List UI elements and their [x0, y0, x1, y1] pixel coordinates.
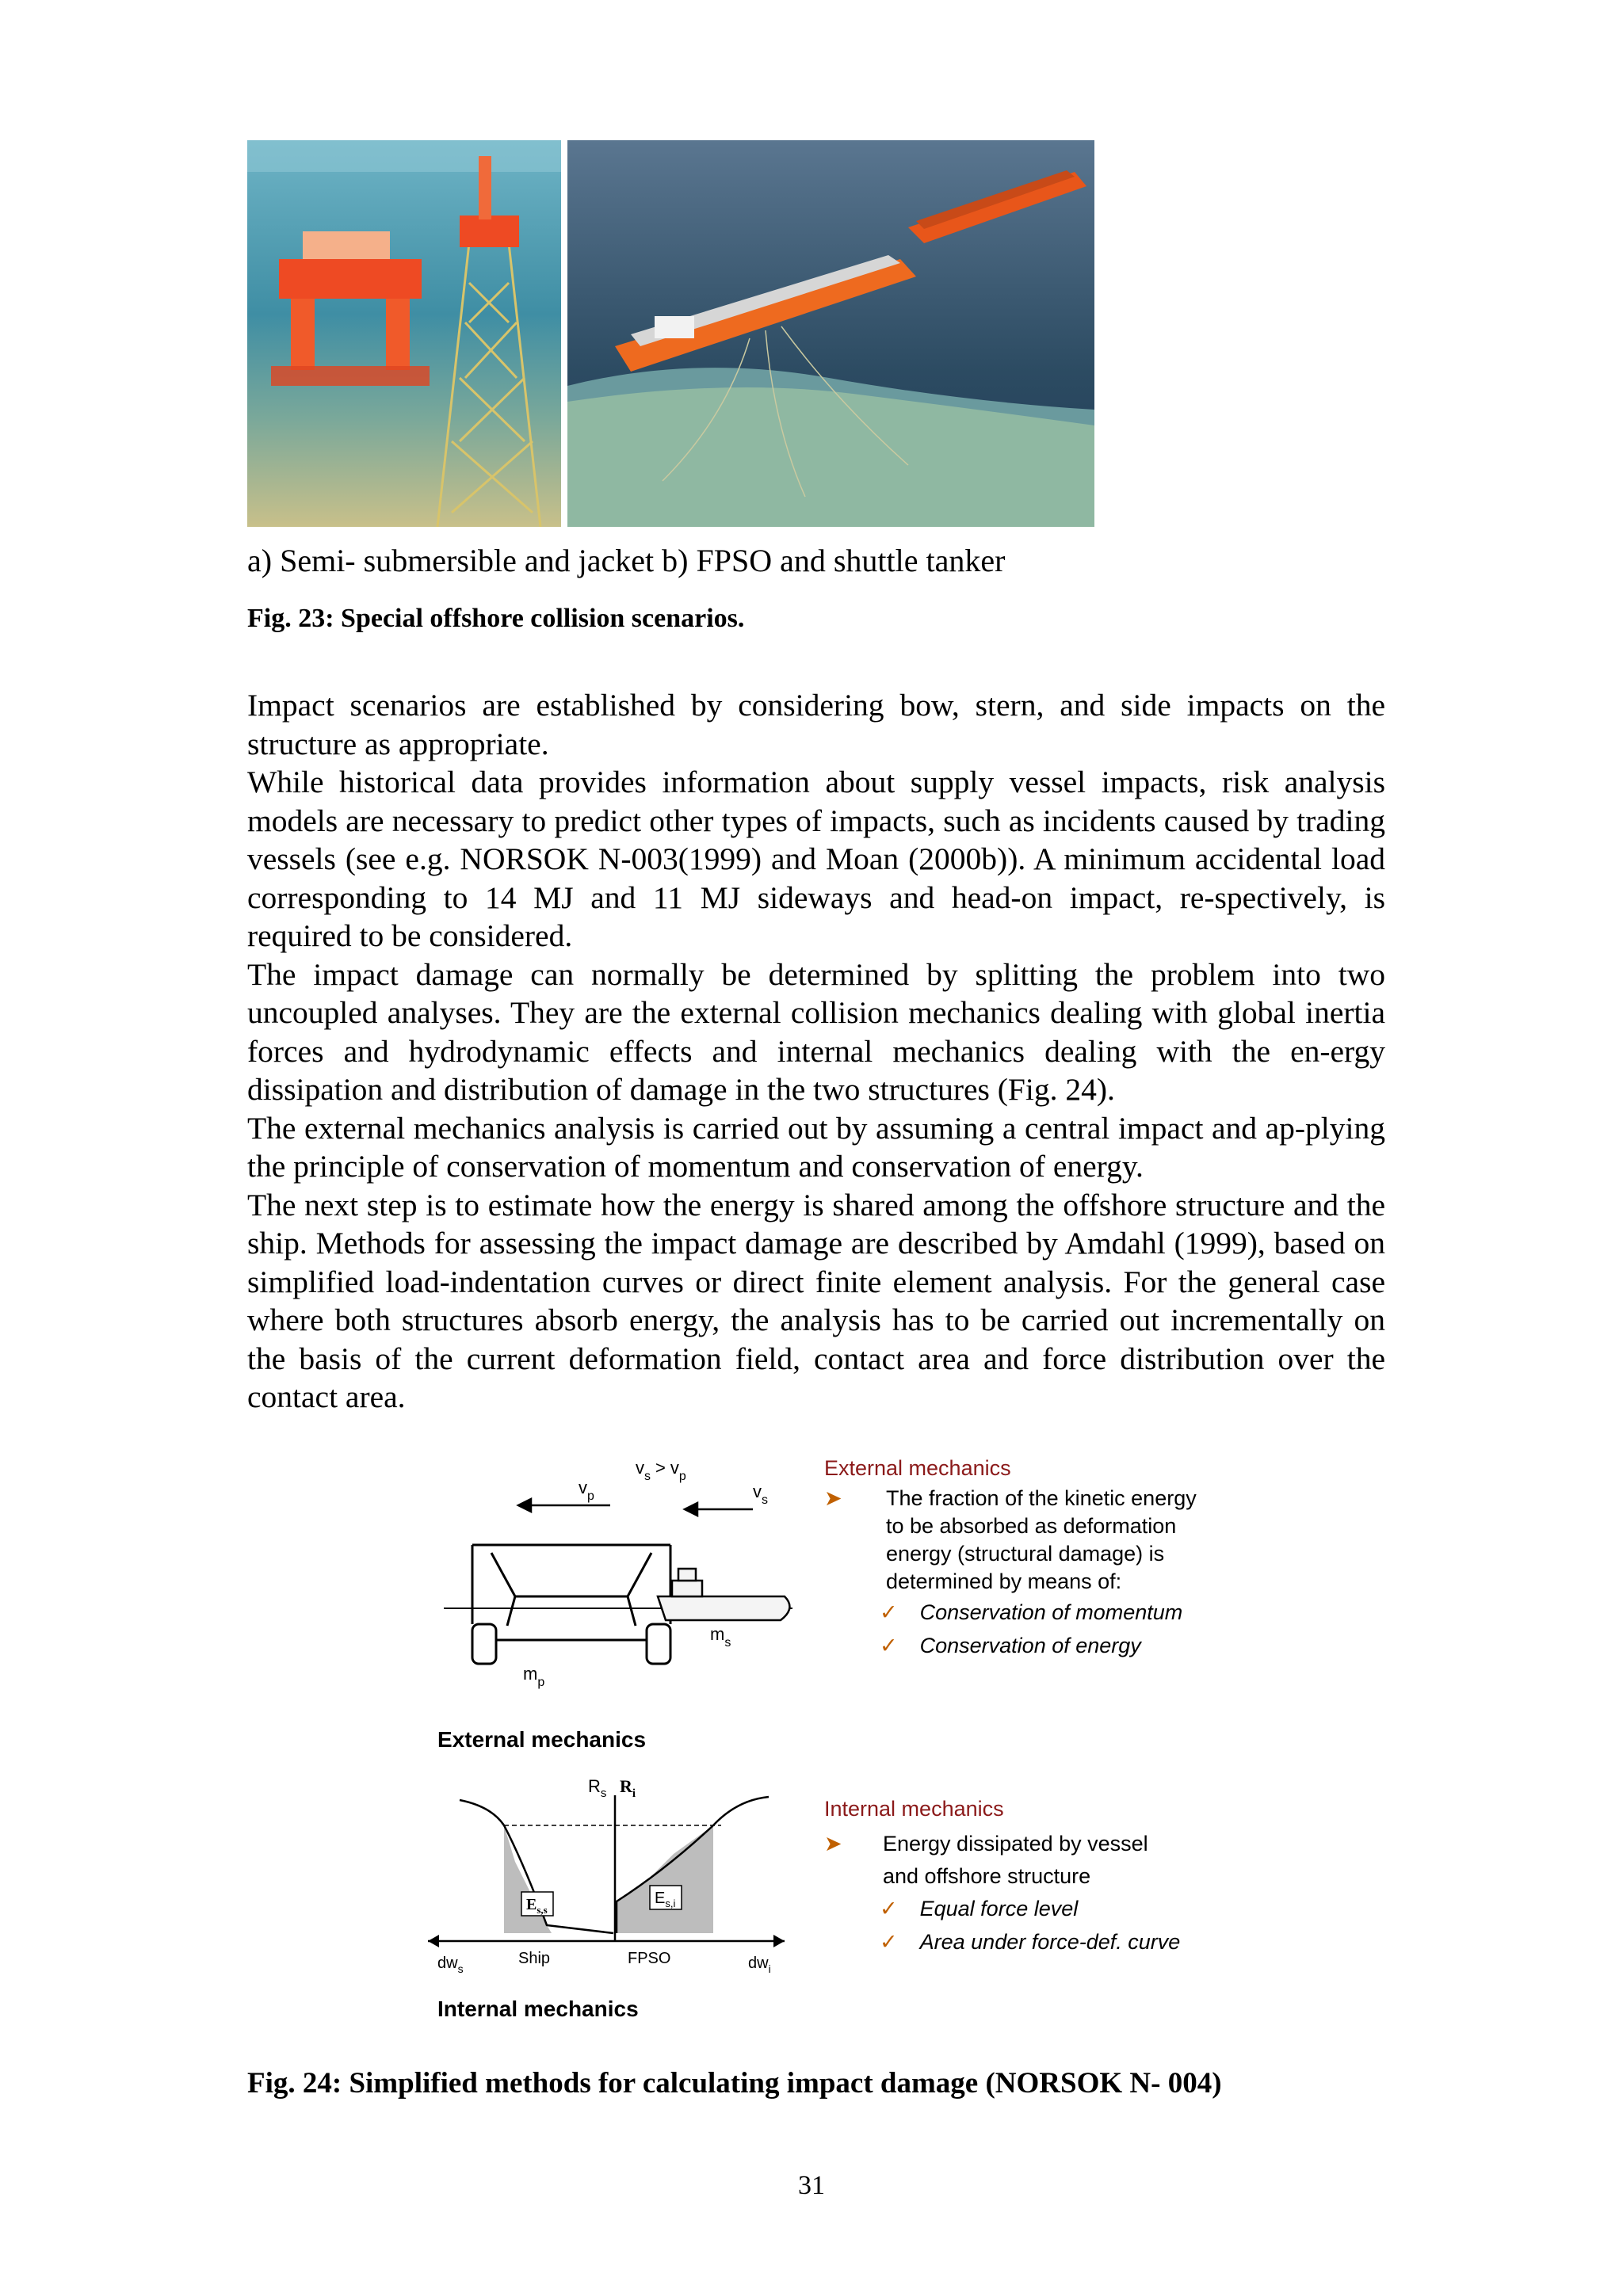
checkmark-icon: ✓: [880, 1930, 898, 1954]
photo-fpso-shuttle-tanker: [567, 140, 1094, 527]
body-paragraph: The external mechanics analysis is carried out by assuming a central impact and ap-plying the principle of conservation of momentum and conservation of energy.: [247, 1110, 1385, 1184]
external-mechanics-bullet: ➤ The fraction of the kinetic energy to be absorbed as deformation energy (structural damage) is determined by means of:: [824, 1486, 1197, 1593]
internal-mechanics-heading: Internal mechanics: [824, 1797, 1004, 1821]
body-paragraph: Impact scenarios are established by considering bow, stern, and side impacts on the structure as appropriate.: [247, 688, 1385, 761]
checkmark-icon: ✓: [880, 1634, 898, 1657]
esi-label: $E_{s,i}$: [655, 1890, 676, 1909]
external-mechanics-diagram-label: External mechanics: [437, 1727, 647, 1752]
vs-arrow-label: $v_s$: [753, 1482, 768, 1507]
mp-label: $m_p$: [523, 1664, 545, 1689]
body-paragraph: The next step is to estimate how the energy is shared among the offshore structure and the ship. Methods for assessing the impact damage are described by Amdahl (1999), based on simplified load-indentation curves or direct finite element analysis. For the general case where both structures absorb energy, the analysis has to be carried out incrementally on the basis of the current deformation field, contact area and force distribution over the contact area.: [247, 1187, 1385, 1414]
rs-label: $R_s$: [588, 1776, 607, 1800]
body-paragraph: The impact damage can normally be determined by splitting the problem into two uncoupled analyses. They are the external collision mechanics dealing with global inertia forces and hydrodynamic effects and internal mechanics dealing with the en-ergy dissipation and distribution of damage in the two structures (Fig. 24).: [247, 956, 1385, 1107]
arrow-bullet-icon: ➤: [824, 1832, 842, 1855]
external-mechanics-sketch: [420, 1450, 832, 1727]
internal-mechanics-sketch: [412, 1775, 792, 1981]
ess-label: $E_{s,s}$: [526, 1896, 548, 1916]
ship-label: Ship: [518, 1950, 551, 1967]
internal-mechanics-diagram-label: Internal mechanics: [437, 1997, 639, 2021]
ri-label: $R_i$: [620, 1776, 636, 1800]
external-mechanics-heading: External mechanics: [824, 1456, 1011, 1480]
photo-semisubmersible-jacket: [247, 140, 561, 527]
check-item: ✓ Equal force level: [880, 1897, 1079, 1920]
fig24-title: Fig. 24: Simplified methods for calculating impact damage (NORSOK N- 004): [247, 2067, 1222, 2100]
checkmark-icon: ✓: [880, 1600, 898, 1624]
internal-mechanics-bullet: ➤ Energy dissipated by vessel and offshore structure: [824, 1832, 1148, 1888]
body-text: [247, 686, 1385, 1417]
check-item: ✓ Conservation of energy: [880, 1634, 1141, 1657]
dwi-label: $dw_i$: [748, 1955, 771, 1975]
fig23-subcaption: a) Semi- submersible and jacket b) FPSO and shuttle tanker: [247, 543, 1006, 578]
check-item: ✓ Area under force-def. curve: [880, 1930, 1181, 1954]
arrow-bullet-icon: ➤: [824, 1486, 842, 1510]
vp-arrow-label: $v_p$: [579, 1478, 594, 1503]
dws-label: $dw_s$: [437, 1955, 464, 1975]
page-number: 31: [798, 2171, 825, 2200]
ms-label: $m_s$: [710, 1624, 731, 1650]
check-item: ✓ Conservation of momentum: [880, 1600, 1183, 1624]
body-paragraph: While historical data provides information about supply vessel impacts, risk analysis models are necessary to predict other types of impacts, such as incidents caused by trading vessels (see e.g. NORSOK N-003(1999) and Moan (2000b)). A minimum accidental load corresponding to 14 MJ and 11 MJ sideways and head-on impact, re-spectively, is required to be considered.: [247, 765, 1385, 953]
fpso-label: FPSO: [628, 1950, 671, 1967]
vs-label: $v_s > v_p$: [636, 1458, 686, 1483]
checkmark-icon: ✓: [880, 1897, 898, 1920]
fig23-title: Fig. 23: Special offshore collision scenarios.: [247, 604, 745, 633]
